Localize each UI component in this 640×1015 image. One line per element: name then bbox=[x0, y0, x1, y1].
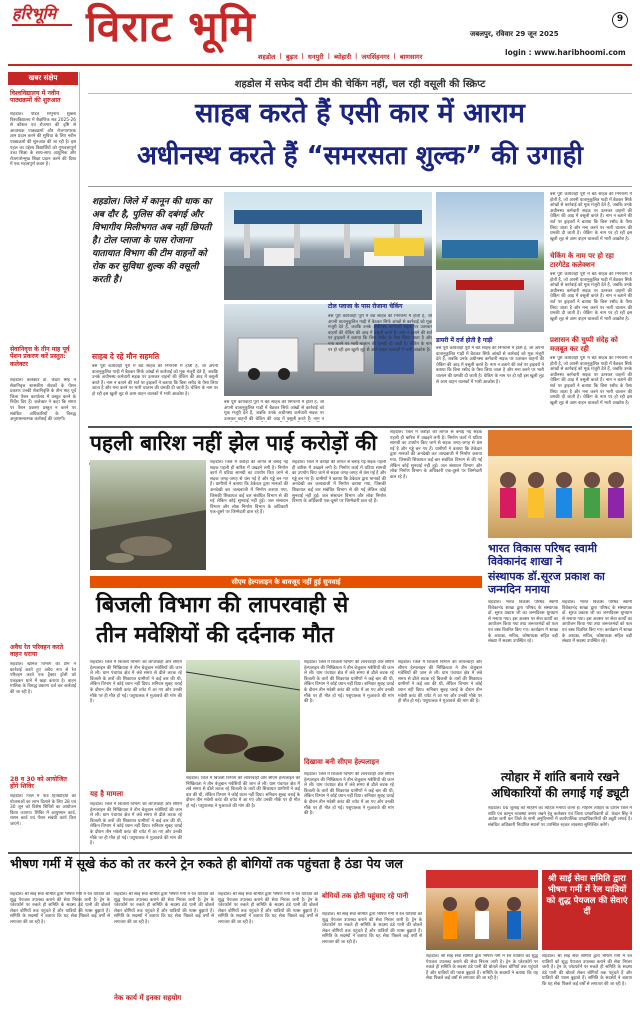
brand-logo: हरिभूमि bbox=[12, 4, 57, 23]
electric-body-5: शहडोल। जिले में बिजली विभाग की लापरवाही और सीएम हेल्पलाइन की निष्क्रियता ने तीन बेजुबान मवेशियों की जान ले ली। ग्राम पंचायत क्षेत्र में लंबे समय से ढीले लटक रहे बिजली के तारों की शिकायत ग्रामीणों ने कई बार की थी, लेकिन विभाग ने कोई ध्यान नहीं दिया। शनिवार सुबह चराई के दौरान तीन मवेशी करंट की चपेट में आ गए और उनकी मौके पर ही मौत हो गई। पशुपालक ने मुआवजे की मांग की है। bbox=[304, 772, 394, 817]
district-5[interactable]: जयसिंहनगर bbox=[361, 52, 390, 61]
page-title: विराट भूमि bbox=[86, 2, 256, 51]
login-link[interactable]: login : www.haribhoomi.com bbox=[505, 48, 626, 57]
lead-body-right-3: बस पूरी कार्यवाही पूरी में बैठे साहब की निगरानी में होती है, जो अपनी वातानुकूलित गाड़ी में बैठकर सिर्फ आंखों से कार्रवाई को मूक मंजूरी देते हैं, जबकि उनके अधीनस्थ कर्मचारी सड़क पर उतरकर वाहनों की चेकिंग की आड़ में वसूली करते हैं। नाम न बताने की शर्त पर ड्राइवरों ने बताया कि बिना रसीद के पैसा लिया जाता है और मना करने पर भारी चालान की धमकी दी जाती है। चेकिंग के नाम पर हो रही इस खुली लूट से आम वाहन चालकों में भारी आक्रोश है। bbox=[550, 356, 632, 406]
news-brief-sidebar bbox=[8, 72, 80, 918]
district-4[interactable]: ब्योहारी bbox=[333, 52, 352, 61]
section-divider-1 bbox=[88, 426, 632, 428]
lead-photo-toll-plaza bbox=[224, 192, 432, 300]
road-headline: पहली बारिश नहीं झेल पाई करोड़ों की bbox=[90, 431, 377, 455]
masthead bbox=[0, 0, 640, 62]
water-service-illustration bbox=[426, 870, 538, 950]
district-6[interactable]: बाणसागर bbox=[399, 52, 423, 61]
heat-body-4: शहडोल। श्री साईं सेवा समिति द्वारा भीषण गर्मी में रेल यात्रियों को शुद्ध पेयजल उपलब्ध कराने की सेवा निरंतर जारी है। ट्रेन के प्लेटफॉर्म पर रुकते ही समिति के सदस्य ठंडे पानी की बोतलें लेकर बोगियों तक पहुंचते हैं और यात्रियों की प्यास बुझाते हैं। समिति के सदस्यों ने बताया कि यह सेवा पिछले कई वर्षों से लगातार की जा रही है। bbox=[322, 912, 422, 945]
district-3[interactable]: धनपुरी bbox=[307, 52, 324, 61]
district-bar: शहडोल | बुढ़ार | धनपुरी | ब्योहारी | जयसिंहनगर | बाणसागर bbox=[258, 52, 423, 61]
bvp-headline-2: संस्थापक डॉ.सूरज प्रकाश का जन्मदिन मनाया bbox=[488, 570, 605, 596]
heat-callout: श्री साईं सेवा समिति द्वारा भीषण गर्मी में रेल यात्रियों को शुद्ध पेयजल की सेवाएं दीं bbox=[542, 870, 632, 950]
electric-body-4: शहडोल। जिले में बिजली विभाग की लापरवाही और सीएम हेल्पलाइन की निष्क्रियता ने तीन बेजुबान मवेशियों की जान ले ली। ग्राम पंचायत क्षेत्र में लंबे समय से ढीले लटक रहे बिजली के तारों की शिकायत ग्रामीणों ने कई बार की थी, लेकिन विभाग ने कोई ध्यान नहीं दिया। शनिवार सुबह चराई के दौरान तीन मवेशी करंट की चपेट में आ गए और उनकी मौके पर ही मौत हो गई। पशुपालक ने मुआवजे की मांग की है। bbox=[304, 660, 394, 705]
section-divider-2 bbox=[8, 852, 632, 854]
road-damage-illustration bbox=[90, 460, 206, 570]
heat-body-5: शहडोल। श्री साईं सेवा समिति द्वारा भीषण गर्मी में रेल यात्रियों को शुद्ध पेयजल उपलब्ध कराने की सेवा निरंतर जारी है। ट्रेन के प्लेटफॉर्म पर रुकते ही समिति के सदस्य ठंडे पानी की बोतलें लेकर बोगियों तक पहुंचते हैं और यात्रियों की प्यास बुझाते हैं। समिति के सदस्यों ने बताया कि यह सेवा पिछले कई वर्षों से लगातार की जा रही है। bbox=[426, 954, 538, 982]
masthead-rule bbox=[8, 64, 632, 66]
heat-body-1: शहडोल। श्री साईं सेवा समिति द्वारा भीषण गर्मी में रेल यात्रियों को शुद्ध पेयजल उपलब्ध कराने की सेवा निरंतर जारी है। ट्रेन के प्लेटफॉर्म पर रुकते ही समिति के सदस्य ठंडे पानी की बोतलें लेकर बोगियों तक पहुंचते हैं और यात्रियों की प्यास बुझाते हैं। समिति के सदस्यों ने बताया कि यह सेवा पिछले कई वर्षों से लगातार की जा रही है। bbox=[10, 892, 110, 925]
sidebar-header: खबर संक्षेप bbox=[8, 72, 78, 85]
electric-headline-1: बिजली विभाग की लापरवाही से bbox=[96, 593, 349, 618]
lead-subhead: साहब दे रहे मौन सहमति bbox=[92, 352, 160, 361]
lead-body-col1: बस पूरी कार्यवाही पूरी में बैठे साहब की निगरानी में होती है, जो अपनी वातानुकूलित गाड़ी में बैठकर सिर्फ आंखों से कार्रवाई को मूक मंजूरी देते हैं, जबकि उनके अधीनस्थ कर्मचारी सड़क पर उतरकर वाहनों की चेकिंग की आड़ में वसूली करते हैं। नाम न बताने की शर्त पर ड्राइवरों ने बताया कि बिना रसीद के पैसा लिया जाता है और मना करने पर भारी चालान की धमकी दी जाती है। चेकिंग के नाम पर हो रही इस खुली लूट से आम वाहन चालकों में भारी आक्रोश है। bbox=[92, 364, 218, 397]
photo-caption-2: डायरी में दर्ज होती है गाड़ी bbox=[436, 337, 493, 344]
road-body-2: शहडोल। जिले में करोड़ों की लागत से बनाई गई सड़क पहली ही बारिश में उखड़ने लगी है। निर्माण कार्य में घटिया सामग्री का उपयोग किए जाने से सड़क जगह-जगह से धंस गई है और गड्ढे बन गए हैं। ग्रामीणों ने बताया कि ठेकेदार द्वारा मानकों की अनदेखी कर जल्दबाजी में निर्माण कराया गया, जिसकी शिकायत कई बार संबंधित विभाग से की गई लेकिन कोई सुनवाई नहीं हुई। जल संसाधन विभाग और लोक निर्माण विभाग के अधिकारी एक-दूसरे पर जिम्मेदारी डाल रहे हैं। bbox=[292, 460, 386, 505]
road-photo bbox=[90, 460, 206, 570]
brief-body-3: शहडोल। खनिज विभाग की टीम ने कार्रवाई करते हुए अवैध रूप से रेत परिवहन करते एक ट्रैक्टर ट्रॉली को पकड़कर थाने में खड़ा कराया है। वाहन मालिक के विरुद्ध प्रकरण दर्ज कर कार्रवाई की जा रही है। bbox=[10, 662, 76, 695]
heat-subhead: बोगियों तक होती पहुंचाए रहे पानी bbox=[322, 892, 409, 900]
electric-subhead-2: दिखावा बनी सीएम हेल्पलाइन bbox=[304, 758, 379, 766]
bvp-body-2: शहडोल। भारत विकास परिषद स्वामी विवेकानंद शाखा द्वारा परिषद के संस्थापक डॉ. सूरज प्रकाश जी का जन्मदिवस धूमधाम से मनाया गया। इस अवसर पर सेवा कार्यों का आयोजन किया गया तथा जरूरतमंदों को फल एवं वस्त्र वितरित किए गए। कार्यक्रम में शाखा के अध्यक्ष, सचिव, कोषाध्यक्ष सहित बड़ी संख्या में सदस्य उपस्थित रहे। bbox=[562, 600, 632, 645]
heat-body-2: शहडोल। श्री साईं सेवा समिति द्वारा भीषण गर्मी में रेल यात्रियों को शुद्ध पेयजल उपलब्ध कराने की सेवा निरंतर जारी है। ट्रेन के प्लेटफॉर्म पर रुकते ही समिति के सदस्य ठंडे पानी की बोतलें लेकर बोगियों तक पहुंचते हैं और यात्रियों की प्यास बुझाते हैं। समिति के सदस्यों ने बताया कि यह सेवा पिछले कई वर्षों से लगातार की जा रही है। bbox=[114, 892, 214, 925]
date-line: जबलपुर, रविवार 29 जून 2025 bbox=[470, 30, 559, 38]
electric-body-2: शहडोल। जिले में बिजली विभाग की लापरवाही और सीएम हेल्पलाइन की निष्क्रियता ने तीन बेजुबान मवेशियों की जान ले ली। ग्राम पंचायत क्षेत्र में लंबे समय से ढीले लटक रहे बिजली के तारों की शिकायत ग्रामीणों ने कई बार की थी, लेकिन विभाग ने कोई ध्यान नहीं दिया। शनिवार सुबह चराई के दौरान तीन मवेशी करंट की चपेट में आ गए और उनकी मौके पर ही मौत हो गई। पशुपालक ने मुआवजे की मांग की है। bbox=[90, 802, 182, 847]
lead-body-col4: बस पूरी कार्यवाही पूरी में बैठे साहब की निगरानी में होती है, जो अपनी वातानुकूलित गाड़ी में बैठकर सिर्फ आंखों से कार्रवाई को मूक मंजूरी देते हैं, जबकि उनके अधीनस्थ कर्मचारी सड़क पर उतरकर वाहनों की चेकिंग की आड़ में वसूली करते हैं। नाम न बताने की शर्त पर ड्राइवरों ने बताया कि बिना रसीद के पैसा लिया जाता है और मना करने पर भारी चालान की धमकी दी जाती है। चेकिंग के नाम पर हो रही इस खुली लूट से आम वाहन चालकों में भारी आक्रोश है। bbox=[436, 346, 544, 385]
brief-title-3: अवैध रेत परिवहन करते वाहन धराया bbox=[10, 644, 64, 659]
lead-headline-1: साहब करते हैं एसी कार में आराम bbox=[195, 98, 525, 129]
booth-illustration bbox=[436, 270, 544, 332]
electric-photo bbox=[186, 660, 300, 772]
heat-photo bbox=[426, 870, 538, 950]
electric-strap: सीएम हेल्पलाइन के बावजूद नहीं हुई सुनवाई bbox=[90, 576, 482, 588]
brief-body-1: शहडोल। पंडित शंभुनाथ शुक्ला विश्वविद्यालय में शैक्षणिक सत्र 2025-26 से कौशल एवं रोजगार की दृष्टि से आवश्यक पाठ्यक्रमों और रोजगारपरक ज्ञान प्रदान करने की सुविधा के लिए नवीन पाठ्यक्रमों की शुरुआत की जा रही है। इस पहल का उद्देश्य विद्यार्थियों को गुणवत्तापूर्ण उच्च शिक्षा के साथ-साथ आधुनिक और रोजगारोन्मुख शिक्षा प्रदान करने की दिशा में एक महत्वपूर्ण कदम है। bbox=[10, 112, 76, 168]
electric-headline-2: तीन मवेशियों की दर्दनाक मौत bbox=[96, 623, 334, 648]
lead-body-right: बस पूरी कार्यवाही पूरी में बैठे साहब की निगरानी में होती है, जो अपनी वातानुकूलित गाड़ी में बैठकर सिर्फ आंखों से कार्रवाई को मूक मंजूरी देते हैं, जबकि उनके अधीनस्थ कर्मचारी सड़क पर उतरकर वाहनों की चेकिंग की आड़ में वसूली करते हैं। नाम न बताने की शर्त पर ड्राइवरों ने बताया कि बिना रसीद के पैसा लिया जाता है और मना करने पर भारी चालान की धमकी दी जाती है। चेकिंग के नाम पर हो रही इस खुली लूट से आम वाहन चालकों में भारी आक्रोश है। bbox=[550, 192, 632, 242]
toll-plaza-illustration bbox=[224, 192, 432, 300]
brand-underline bbox=[12, 24, 72, 26]
road-body-1: शहडोल। जिले में करोड़ों की लागत से बनाई गई सड़क पहली ही बारिश में उखड़ने लगी है। निर्माण कार्य में घटिया सामग्री का उपयोग किए जाने से सड़क जगह-जगह से धंस गई है और गड्ढे बन गए हैं। ग्रामीणों ने बताया कि ठेकेदार द्वारा मानकों की अनदेखी कर जल्दबाजी में निर्माण कराया गया, जिसकी शिकायत कई बार संबंधित विभाग से की गई लेकिन कोई सुनवाई नहीं हुई। जल संसाधन विभाग और लोक निर्माण विभाग के अधिकारी एक-दूसरे पर जिम्मेदारी डाल रहे हैं। bbox=[210, 460, 288, 516]
electric-body-3: शहडोल। जिले में बिजली विभाग की लापरवाही और सीएम हेल्पलाइन की निष्क्रियता ने तीन बेजुबान मवेशियों की जान ले ली। ग्राम पंचायत क्षेत्र में लंबे समय से ढीले लटक रहे बिजली के तारों की शिकायत ग्रामीणों ने कई बार की थी, लेकिन विभाग ने कोई ध्यान नहीं दिया। शनिवार सुबह चराई के दौरान तीन मवेशी करंट की चपेट में आ गए और उनकी मौके पर ही मौत हो गई। पशुपालक ने मुआवजे की मांग की है। bbox=[186, 776, 300, 809]
district-2[interactable]: बुढ़ार bbox=[285, 52, 298, 61]
festival-body: शहडोल। 06 जुलाई को मोहर्रम का त्यौहार मनाया जाना है। मोहर्रम त्यौहार के दौरान जिले में शांति एवं कानून व्यवस्था बनाए रखने हेतु कलेक्टर एवं जिला दण्डाधिकारी डॉ. केदार सिंह ने आदेश जारी कर जिले के सभी अनुविभागों में कार्यपालिक दण्डाधिकारियों की ड्यूटी लगाई है। संबंधित अधिकारी निर्धारित स्थानों पर उपस्थित रहकर व्यवस्था सुनिश्चित करेंगे। bbox=[488, 806, 632, 828]
brief-body-2: शहडोल। कलेक्टर डॉ. केदार सिंह ने सेवानिवृत्त शासकीय सेवकों के पेंशन प्रकरण उनकी सेवानिवृत्ति के तीन माह पूर्व जिला पेंशन कार्यालय में प्रस्तुत करने के निर्देश दिए हैं। कलेक्टर ने कहा कि समय पर पेंशन प्रकरण प्रस्तुत न करने पर संबंधित अधिकारियों के विरुद्ध अनुशासनात्मक कार्रवाई की जाएगी। bbox=[10, 378, 76, 423]
brief-title-4: 28 व 30 को आयोजित होंगे शिविर bbox=[10, 776, 67, 791]
lead-side-subhead-2: प्रशासन की चुप्पी संदेह को मजबूत कर रही bbox=[550, 336, 618, 353]
lead-headline-2: अधीनस्थ करते हैं “समरसता शुल्क” की उगाही bbox=[136, 141, 584, 171]
lead-side-subhead: चेकिंग के नाम पर हो रहा टारगेटेड कलेक्शन bbox=[550, 252, 614, 269]
brief-title-2: सेवानिवृत्त के तीन माह पूर्व पेंशन प्रकरण करें प्रस्तुत: कलेक्टर bbox=[10, 346, 70, 368]
bvp-photo bbox=[488, 430, 632, 538]
bvp-headline-1: भारत विकास परिषद स्वामी विवेकानंद शाखा ने bbox=[488, 542, 598, 568]
photo-caption-1: टोल प्लाजा के पास रोजाना चेकिंग bbox=[328, 303, 403, 310]
lead-rule bbox=[88, 186, 632, 187]
brief-title-1: विश्वविद्यालय में नवीन पाठ्यक्रमों की शुरुआत bbox=[10, 90, 61, 105]
heat-subhead-2: नेक कार्य में इनका सहयोग bbox=[114, 994, 182, 1002]
heat-body-6: शहडोल। श्री साईं सेवा समिति द्वारा भीषण गर्मी में रेल यात्रियों को शुद्ध पेयजल उपलब्ध कराने की सेवा निरंतर जारी है। ट्रेन के प्लेटफॉर्म पर रुकते ही समिति के सदस्य ठंडे पानी की बोतलें लेकर बोगियों तक पहुंचते हैं और यात्रियों की प्यास बुझाते हैं। समिति के सदस्यों ने बताया कि यह सेवा पिछले कई वर्षों से लगातार की जा रही है। bbox=[542, 954, 632, 987]
electric-body-6: शहडोल। जिले में बिजली विभाग की लापरवाही और सीएम हेल्पलाइन की निष्क्रियता ने तीन बेजुबान मवेशियों की जान ले ली। ग्राम पंचायत क्षेत्र में लंबे समय से ढीले लटक रहे बिजली के तारों की शिकायत ग्रामीणों ने कई बार की थी, लेकिन विभाग ने कोई ध्यान नहीं दिया। शनिवार सुबह चराई के दौरान तीन मवेशी करंट की चपेट में आ गए और उनकी मौके पर ही मौत हो गई। पशुपालक ने मुआवजे की मांग की है। bbox=[398, 660, 482, 705]
lead-photo-booth bbox=[436, 270, 544, 332]
road-body-3: शहडोल। जिले में करोड़ों की लागत से बनाई गई सड़क पहली ही बारिश में उखड़ने लगी है। निर्माण कार्य में घटिया सामग्री का उपयोग किए जाने से सड़क जगह-जगह से धंस गई है और गड्ढे बन गए हैं। ग्रामीणों ने बताया कि ठेकेदार द्वारा मानकों की अनदेखी कर जल्दबाजी में निर्माण कराया गया, जिसकी शिकायत कई बार संबंधित विभाग से की गई लेकिन कोई सुनवाई नहीं हुई। जल संसाधन विभाग और लोक निर्माण विभाग के अधिकारी एक-दूसरे पर जिम्मेदारी डाल रहे हैं। bbox=[390, 430, 482, 480]
lead-kicker: शहडोल में सफेद वर्दी टीम की चेकिंग नहीं, चल रही वसूली की स्क्रिप्ट bbox=[88, 78, 632, 94]
heat-body-3: शहडोल। श्री साईं सेवा समिति द्वारा भीषण गर्मी में रेल यात्रियों को शुद्ध पेयजल उपलब्ध कराने की सेवा निरंतर जारी है। ट्रेन के प्लेटफॉर्म पर रुकते ही समिति के सदस्य ठंडे पानी की बोतलें लेकर बोगियों तक पहुंचते हैं और यात्रियों की प्यास बुझाते हैं। समिति के सदस्यों ने बताया कि यह सेवा पिछले कई वर्षों से लगातार की जा रही है। bbox=[218, 892, 318, 925]
district-1[interactable]: शहडोल bbox=[258, 52, 276, 61]
festival-headline-1: त्योहार में शांति बनाये रखने bbox=[500, 770, 619, 784]
electric-body-1: शहडोल। जिले में बिजली विभाग की लापरवाही और सीएम हेल्पलाइन की निष्क्रियता ने तीन बेजुबान मवेशियों की जान ले ली। ग्राम पंचायत क्षेत्र में लंबे समय से ढीले लटक रहे बिजली के तारों की शिकायत ग्रामीणों ने कई बार की थी, लेकिन विभाग ने कोई ध्यान नहीं दिया। शनिवार सुबह चराई के दौरान तीन मवेशी करंट की चपेट में आ गए और उनकी मौके पर ही मौत हो गई। पशुपालक ने मुआवजे की मांग की है। bbox=[90, 660, 182, 705]
lead-body-right-2: बस पूरी कार्यवाही पूरी में बैठे साहब की निगरानी में होती है, जो अपनी वातानुकूलित गाड़ी में बैठकर सिर्फ आंखों से कार्रवाई को मूक मंजूरी देते हैं, जबकि उनके अधीनस्थ कर्मचारी सड़क पर उतरकर वाहनों की चेकिंग की आड़ में वसूली करते हैं। नाम न बताने की शर्त पर ड्राइवरों ने बताया कि बिना रसीद के पैसा लिया जाता है और मना करने पर भारी चालान की धमकी दी जाती है। चेकिंग के नाम पर हो रही इस खुली लूट से आम वाहन चालकों में भारी आक्रोश है। bbox=[550, 272, 632, 322]
festival-headline-2: अधिकारियों की लगाई गई ड्यूटी bbox=[491, 786, 629, 800]
brief-body-4: शहडोल। जिले में पात्र हितग्राहियों को योजनाओं का लाभ दिलाने के लिए 28 एवं 30 जून को विशेष शिविरों का आयोजन किया जाएगा। शिविर में आयुष्मान कार्ड, राशन कार्ड एवं पेंशन संबंधी कार्य किए जाएंगे। bbox=[10, 794, 76, 827]
page-number: 9 bbox=[612, 12, 628, 28]
heat-headline: भीषण गर्मी में सूखे कंठ को तर करने ट्रेन रुकते ही बोगियों तक पहुंचता है ठंडा पेय जल bbox=[10, 856, 403, 871]
lead-body-col3: बस पूरी कार्यवाही पूरी में बैठे साहब की निगरानी में होती है, जो अपनी वातानुकूलित गाड़ी में बैठकर सिर्फ आंखों से कार्रवाई को मूक मंजूरी देते हैं, जबकि उनके अधीनस्थ कर्मचारी सड़क पर उतरकर वाहनों की चेकिंग की आड़ में वसूली करते हैं। नाम न बताने की शर्त पर ड्राइवरों ने बताया कि बिना रसीद के पैसा लिया जाता है और मना करने पर भारी चालान की धमकी दी जाती है। चेकिंग के नाम पर हो रही इस खुली लूट से आम वाहन चालकों में भारी आक्रोश है। bbox=[328, 314, 432, 353]
bvp-group-illustration bbox=[488, 430, 632, 538]
lead-body-col2: बस पूरी कार्यवाही पूरी में बैठे साहब की निगरानी में होती है, जो अपनी वातानुकूलित गाड़ी में बैठकर सिर्फ आंखों से कार्रवाई को मूक मंजूरी देते हैं, जबकि उनके अधीनस्थ कर्मचारी सड़क पर उतरकर वाहनों की चेकिंग की आड़ में वसूली करते हैं। नाम न bbox=[224, 400, 324, 422]
cattle-illustration bbox=[186, 660, 300, 772]
bvp-body-1: शहडोल। भारत विकास परिषद स्वामी विवेकानंद शाखा द्वारा परिषद के संस्थापक डॉ. सूरज प्रकाश जी का जन्मदिवस धूमधाम से मनाया गया। इस अवसर पर सेवा कार्यों का आयोजन किया गया तथा जरूरतमंदों को फल एवं वस्त्र वितरित किए गए। कार्यक्रम में शाखा के अध्यक्ष, सचिव, कोषाध्यक्ष सहित बड़ी संख्या में सदस्य उपस्थित रहे। bbox=[488, 600, 558, 645]
lead-intro: शहडोल। जिले में कानून की धाक का अब दौर है, पुलिस की दबंगई और विभागीय मिलीभगत अब नहीं छिपती है। टोल प्लाजा के पास रोजाना यातायात विभाग की टीम वाहनों को रोक कर सुविधा शुल्क की वसूली करती है। bbox=[92, 197, 212, 285]
electric-subhead: यह है मामला bbox=[90, 790, 124, 798]
